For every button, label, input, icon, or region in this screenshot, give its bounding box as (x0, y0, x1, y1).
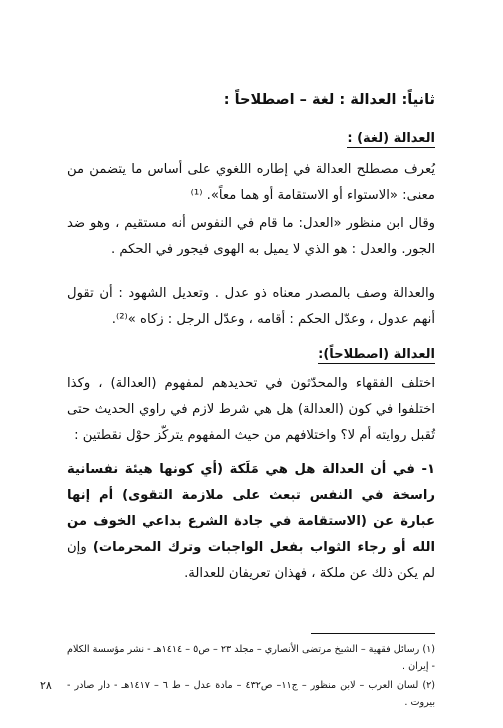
paragraph-adala-wasf: والعدالة وصف بالمصدر معناه ذو عدل . وتعديل الشهود : أن تقول أنهم عدول ، وعدّل الحكم : أقامه ، وعدّل الرجل : زكاه »⁽²⁾. (67, 286, 435, 327)
paragraph-ibn-manzur: وقال ابن منظور «العدل: ما قام في النفوس أنه مستقيم ، وهو ضد الجور. والعدل : هو الذي لا يميل به الهوى فيجور في الحكم . (67, 216, 435, 257)
subheading-istilah-text: العدالة (اصطلاحاً): (318, 347, 435, 362)
paragraph-point-one (67, 457, 435, 587)
subheading-istilah (67, 347, 435, 362)
paragraph-ikhtilaf: اختلف الفقهاء والمحدّثون في تحديدهم لمفهوم (العدالة) ، وكذا اختلفوا في كون (العدالة) هل هي شرط لازم في راوي الحديث حتى تُقبل روايته أم لا؟ واختلافهم من حيث المفهوم يتركّز حوْل نقطتين : (67, 376, 435, 443)
point-one-rest: وإن لم يكن ذلك عن ملكة ، فهذان تعريفان للعدالة. (67, 540, 435, 581)
footnote-divider (311, 633, 435, 634)
subheading-lugha (67, 131, 435, 146)
section-heading: ثانياً: العدالة : لغة – اصطلاحاً : (223, 92, 435, 108)
page-number: ٢٨ (40, 679, 52, 692)
point-one-bold: ١- في أن العدالة هل هي مَلَكة (أي كونها هيئة نفسانية راسخة في النفس تبعث على ملازمة التقوى) أم إنها عبارة عن (الاستقامة في جادة الشرع بداعي الخوف من الله أو رجاء الثواب بفعل الواجبات وترك المحرمات) (67, 462, 435, 555)
footnote-1: (١) رسائل فقهية – الشيخ مرتضى الأنصاري – مجلد ٢٣ – ص٥ – ١٤١٤هـ - نشر مؤسسة الكلام - إيران . (67, 644, 435, 672)
paragraph-definition: يُعرف مصطلح العدالة في إطاره اللغوي على أساس ما يتضمن من معنى: «الاستواء أو الاستقامة أو هما معاً». ⁽¹⁾ (67, 162, 435, 203)
footnote-2: (٢) لسان العرب – لابن منظور – ج١١– ص٤٣٢ – مادة عدل – ط ٦ – ١٤١٧هـ - دار صادر - بيروت . (67, 680, 435, 708)
subheading-lugha-text: العدالة (لغة) : (347, 131, 435, 146)
